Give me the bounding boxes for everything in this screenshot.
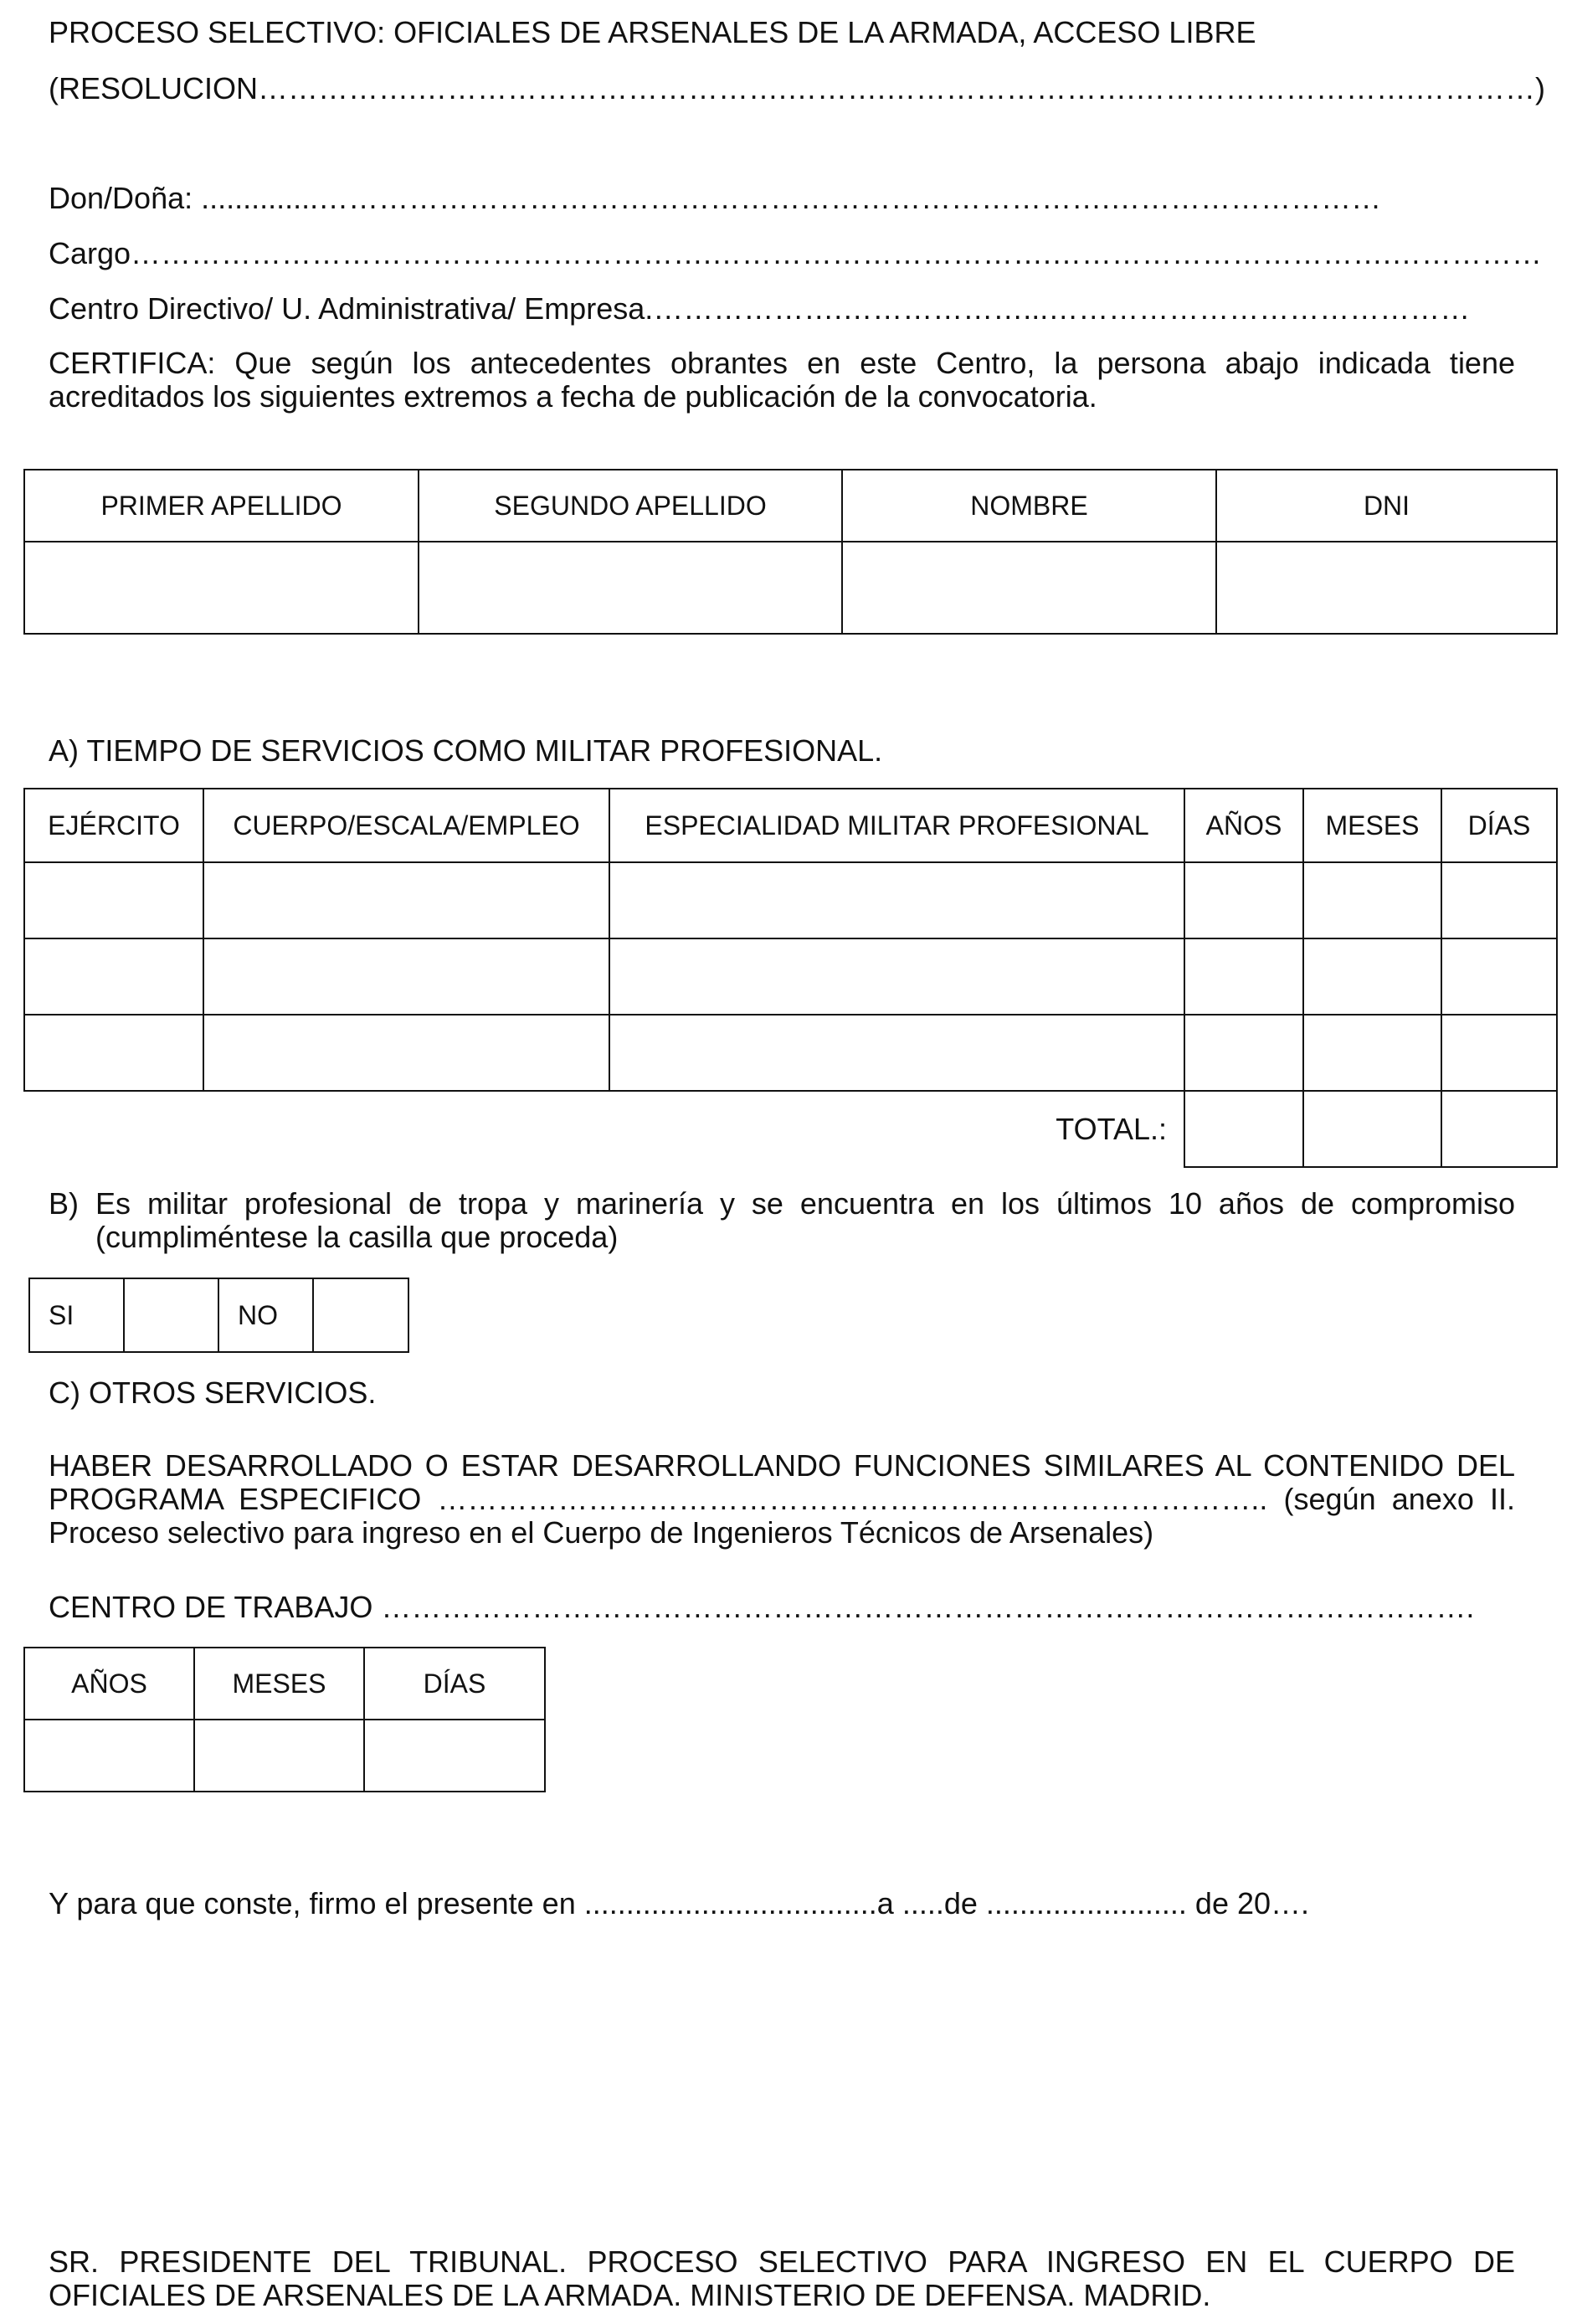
header-cuerpo-escala-empleo: CUERPO/ESCALA/EMPLEO bbox=[203, 789, 609, 862]
total-row bbox=[24, 1091, 1557, 1167]
si-checkbox[interactable] bbox=[124, 1278, 218, 1352]
otros-meses-cell[interactable] bbox=[194, 1720, 364, 1792]
table-row bbox=[24, 862, 1557, 938]
identity-table bbox=[23, 469, 1558, 635]
centro-trabajo-field: CENTRO DE TRABAJO ………………………………………………………………………………………………. bbox=[49, 1590, 1475, 1624]
header-nombre: NOMBRE bbox=[842, 470, 1216, 542]
anos-cell[interactable] bbox=[1184, 1015, 1303, 1091]
meses-cell[interactable] bbox=[1303, 1015, 1441, 1091]
footer-address: SR. PRESIDENTE DEL TRIBUNAL. PROCESO SELECTIVO PARA INGRESO EN EL CUERPO DE OFICIALES DE ARSENALES DE LA ARMADA. MINISTERIO DE DEFENSA. MADRID. bbox=[49, 2244, 1515, 2312]
total-label: TOTAL.: bbox=[1056, 1112, 1167, 1146]
ejercito-cell[interactable] bbox=[24, 862, 203, 938]
funciones-paragraph: HABER DESARROLLADO O ESTAR DESARROLLANDO FUNCIONES SIMILARES AL CONTENIDO DEL PROGRAMA ESPECIFICO ……………………………………………………………………….. (según anexo II. Proceso selectivo para ingreso en el Cuerpo de Ingenieros Técnicos de Arsenales) bbox=[49, 1448, 1515, 1550]
dni-cell[interactable] bbox=[1216, 542, 1557, 634]
meses-cell[interactable] bbox=[1303, 938, 1441, 1015]
cuerpo-cell[interactable] bbox=[203, 862, 609, 938]
especialidad-cell[interactable] bbox=[609, 938, 1184, 1015]
dias-cell[interactable] bbox=[1441, 938, 1557, 1015]
section-a-title: A) TIEMPO DE SERVICIOS COMO MILITAR PROFESIONAL. bbox=[49, 733, 883, 768]
no-checkbox[interactable] bbox=[313, 1278, 408, 1352]
primer-apellido-cell[interactable] bbox=[24, 542, 419, 634]
anos-cell[interactable] bbox=[1184, 938, 1303, 1015]
no-label: NO bbox=[218, 1278, 313, 1352]
table-row bbox=[24, 938, 1557, 1015]
section-b-marker: B) bbox=[49, 1186, 79, 1221]
meses-cell[interactable] bbox=[1303, 862, 1441, 938]
otros-servicios-table bbox=[23, 1647, 546, 1792]
certifica-paragraph: CERTIFICA: Que según los antecedentes obrantes en este Centro, la persona abajo indicada tiene acreditados los siguientes extremos a fecha de publicación de la convocatoria. bbox=[49, 346, 1515, 414]
otros-dias-cell[interactable] bbox=[364, 1720, 545, 1792]
nombre-cell[interactable] bbox=[842, 542, 1216, 634]
anos-cell[interactable] bbox=[1184, 862, 1303, 938]
header-primer-apellido: PRIMER APELLIDO bbox=[24, 470, 419, 542]
cuerpo-cell[interactable] bbox=[203, 1015, 609, 1091]
total-dias-cell[interactable] bbox=[1441, 1091, 1557, 1167]
otros-anos-cell[interactable] bbox=[24, 1720, 194, 1792]
header-dni: DNI bbox=[1216, 470, 1557, 542]
section-b-text: Es militar profesional de tropa y marinería y se encuentra en los últimos 10 años de compromiso (cumpliméntese la casilla que proceda) bbox=[95, 1186, 1515, 1254]
segundo-apellido-cell[interactable] bbox=[419, 542, 842, 634]
especialidad-cell[interactable] bbox=[609, 1015, 1184, 1091]
dias-cell[interactable] bbox=[1441, 1015, 1557, 1091]
resolution-line: (RESOLUCION…………….……………………………….……….…………………….……………………….…………) bbox=[49, 71, 1546, 105]
cuerpo-cell[interactable] bbox=[203, 938, 609, 1015]
header-anos: AÑOS bbox=[1184, 789, 1303, 862]
dias-cell[interactable] bbox=[1441, 862, 1557, 938]
header-anos: AÑOS bbox=[24, 1648, 194, 1720]
don-dona-field: Don/Doña: ..............…………………………………………………………………….……………………… bbox=[49, 181, 1382, 215]
centro-directivo-field: Centro Directivo/ U. Administrativa/ Empresa.……………….………………...…………………………………… bbox=[49, 291, 1471, 326]
total-meses-cell[interactable] bbox=[1303, 1091, 1441, 1167]
header-segundo-apellido: SEGUNDO APELLIDO bbox=[419, 470, 842, 542]
header-dias: DÍAS bbox=[364, 1648, 545, 1720]
si-label: SI bbox=[29, 1278, 124, 1352]
process-title: PROCESO SELECTIVO: OFICIALES DE ARSENALES DE LA ARMADA, ACCESO LIBRE bbox=[49, 15, 1256, 49]
cargo-field: Cargo………………………………………………….…………………………….…………………………….…………… bbox=[49, 236, 1543, 270]
header-meses: MESES bbox=[1303, 789, 1441, 862]
ejercito-cell[interactable] bbox=[24, 1015, 203, 1091]
signature-line: Y para que conste, firmo el presente en ...................................a .....de ........................ de 20…. bbox=[49, 1886, 1310, 1920]
section-c-title: C) OTROS SERVICIOS. bbox=[49, 1375, 377, 1410]
header-dias: DÍAS bbox=[1441, 789, 1557, 862]
total-anos-cell[interactable] bbox=[1184, 1091, 1303, 1167]
especialidad-cell[interactable] bbox=[609, 862, 1184, 938]
si-no-table bbox=[28, 1278, 409, 1353]
header-especialidad: ESPECIALIDAD MILITAR PROFESIONAL bbox=[609, 789, 1184, 862]
ejercito-cell[interactable] bbox=[24, 938, 203, 1015]
table-row bbox=[24, 1015, 1557, 1091]
header-meses: MESES bbox=[194, 1648, 364, 1720]
header-ejercito: EJÉRCITO bbox=[24, 789, 203, 862]
service-time-table bbox=[23, 788, 1558, 1168]
